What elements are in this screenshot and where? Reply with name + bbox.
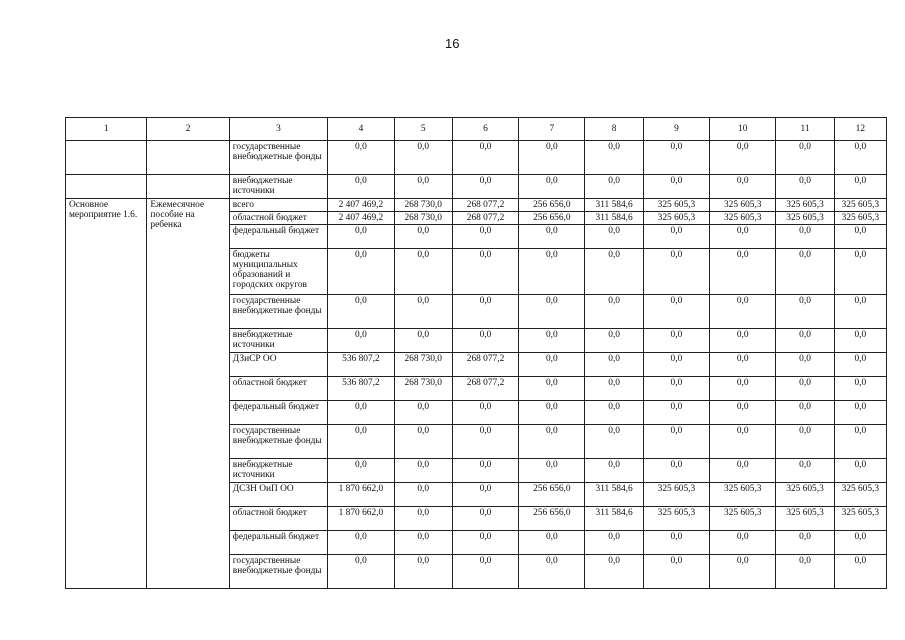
value-cell: 0,0 [776,249,834,295]
value-cell: 325 605,3 [776,212,834,225]
value-cell: 0,0 [452,425,518,459]
value-cell: 0,0 [710,377,776,401]
funding-source: всего [229,199,327,212]
measure-description: Ежемесячное пособие на ребенка [147,199,229,589]
value-cell: 0,0 [328,141,394,175]
value-cell: 268 077,2 [452,199,518,212]
value-cell: 0,0 [394,425,452,459]
value-cell: 256 656,0 [519,212,585,225]
table-row [66,175,887,199]
value-cell: 0,0 [643,459,709,483]
value-cell: 0,0 [710,531,776,555]
value-cell: 536 807,2 [328,377,394,401]
value-cell: 325 605,3 [834,199,886,212]
value-cell: 0,0 [710,425,776,459]
value-cell: 325 605,3 [834,507,886,531]
value-cell: 0,0 [776,225,834,249]
value-cell: 0,0 [519,353,585,377]
value-cell: 0,0 [394,225,452,249]
value-cell: 0,0 [519,425,585,459]
value-cell: 0,0 [585,531,643,555]
value-cell: 0,0 [585,459,643,483]
column-header: 10 [710,118,776,141]
value-cell: 0,0 [776,353,834,377]
funding-source: ДЗиСР ОО [229,353,327,377]
funding-source: федеральный бюджет [229,225,327,249]
value-cell: 0,0 [519,175,585,199]
value-cell: 0,0 [776,459,834,483]
value-cell: 268 077,2 [452,353,518,377]
value-cell: 0,0 [519,459,585,483]
value-cell: 536 807,2 [328,353,394,377]
column-header: 4 [328,118,394,141]
value-cell: 0,0 [328,401,394,425]
value-cell: 0,0 [452,507,518,531]
funding-source: областной бюджет [229,377,327,401]
value-cell: 0,0 [834,555,886,589]
value-cell: 0,0 [452,483,518,507]
column-header: 7 [519,118,585,141]
value-cell: 0,0 [834,175,886,199]
funding-source: областной бюджет [229,212,327,225]
value-cell: 0,0 [585,425,643,459]
value-cell: 0,0 [519,295,585,329]
value-cell: 0,0 [394,249,452,295]
value-cell: 0,0 [643,141,709,175]
value-cell: 0,0 [834,531,886,555]
description-cell-empty [147,141,229,175]
value-cell: 0,0 [710,329,776,353]
value-cell: 1 870 662,0 [328,483,394,507]
value-cell: 0,0 [643,555,709,589]
value-cell: 325 605,3 [776,483,834,507]
column-header: 8 [585,118,643,141]
column-header: 9 [643,118,709,141]
value-cell: 0,0 [710,249,776,295]
column-header: 2 [147,118,229,141]
value-cell: 0,0 [328,175,394,199]
funding-source: государственные внебюджетные фонды [229,295,327,329]
value-cell: 0,0 [643,401,709,425]
value-cell: 268 730,0 [394,199,452,212]
value-cell: 0,0 [394,329,452,353]
value-cell: 0,0 [394,141,452,175]
value-cell: 0,0 [776,425,834,459]
value-cell: 0,0 [643,377,709,401]
value-cell: 0,0 [452,401,518,425]
funding-source: ДСЗН ОиП ОО [229,483,327,507]
column-header: 1 [66,118,147,141]
value-cell: 0,0 [776,329,834,353]
value-cell: 0,0 [834,353,886,377]
value-cell: 0,0 [643,531,709,555]
value-cell: 0,0 [452,459,518,483]
value-cell: 0,0 [585,225,643,249]
funding-source: государственные внебюджетные фонды [229,425,327,459]
value-cell: 0,0 [519,141,585,175]
value-cell: 0,0 [710,401,776,425]
value-cell: 325 605,3 [710,212,776,225]
value-cell: 1 870 662,0 [328,507,394,531]
value-cell: 268 077,2 [452,377,518,401]
value-cell: 0,0 [710,353,776,377]
value-cell: 0,0 [643,425,709,459]
value-cell: 325 605,3 [710,199,776,212]
value-cell: 0,0 [328,295,394,329]
value-cell: 0,0 [643,353,709,377]
value-cell: 0,0 [776,141,834,175]
value-cell: 268 077,2 [452,212,518,225]
value-cell: 0,0 [519,401,585,425]
value-cell: 0,0 [834,401,886,425]
value-cell: 0,0 [452,249,518,295]
value-cell: 0,0 [585,401,643,425]
value-cell: 0,0 [643,295,709,329]
value-cell: 0,0 [328,249,394,295]
value-cell: 268 730,0 [394,353,452,377]
value-cell: 0,0 [328,329,394,353]
value-cell: 0,0 [834,377,886,401]
value-cell: 0,0 [585,141,643,175]
value-cell: 0,0 [776,175,834,199]
value-cell: 0,0 [394,507,452,531]
value-cell: 0,0 [452,531,518,555]
value-cell: 0,0 [328,459,394,483]
value-cell: 0,0 [394,295,452,329]
value-cell: 325 605,3 [643,199,709,212]
value-cell: 0,0 [834,249,886,295]
funding-source: внебюджетные источники [229,175,327,199]
table-row [66,199,887,212]
page-number: 16 [445,36,460,51]
value-cell: 311 584,6 [585,212,643,225]
value-cell: 311 584,6 [585,507,643,531]
value-cell: 0,0 [394,483,452,507]
value-cell: 0,0 [710,459,776,483]
value-cell: 0,0 [394,175,452,199]
value-cell: 325 605,3 [643,483,709,507]
value-cell: 0,0 [519,329,585,353]
budget-table [65,117,887,589]
column-header: 6 [452,118,518,141]
funding-source: государственные внебюджетные фонды [229,141,327,175]
value-cell: 256 656,0 [519,199,585,212]
value-cell: 0,0 [585,329,643,353]
value-cell: 0,0 [452,295,518,329]
funding-source: бюджеты муниципальных образований и городских округов [229,249,327,295]
value-cell: 0,0 [519,555,585,589]
column-header: 11 [776,118,834,141]
measure-cell-empty [66,141,147,175]
value-cell: 0,0 [776,531,834,555]
funding-source: государственные внебюджетные фонды [229,555,327,589]
value-cell: 0,0 [710,175,776,199]
value-cell: 268 730,0 [394,212,452,225]
measure-name: Основное мероприятие 1.6. [66,199,147,589]
value-cell: 325 605,3 [834,483,886,507]
value-cell: 0,0 [585,353,643,377]
value-cell: 325 605,3 [643,212,709,225]
value-cell: 0,0 [643,329,709,353]
value-cell: 0,0 [519,531,585,555]
value-cell: 0,0 [519,377,585,401]
value-cell: 325 605,3 [710,483,776,507]
value-cell: 311 584,6 [585,483,643,507]
value-cell: 2 407 469,2 [328,212,394,225]
value-cell: 0,0 [452,225,518,249]
funding-source: внебюджетные источники [229,459,327,483]
funding-source: федеральный бюджет [229,401,327,425]
table-row [66,141,887,175]
value-cell: 268 730,0 [394,377,452,401]
column-header: 12 [834,118,886,141]
value-cell: 0,0 [834,141,886,175]
value-cell: 0,0 [585,555,643,589]
value-cell: 0,0 [519,249,585,295]
value-cell: 325 605,3 [643,507,709,531]
value-cell: 0,0 [643,249,709,295]
value-cell: 0,0 [710,225,776,249]
value-cell: 0,0 [834,225,886,249]
value-cell: 311 584,6 [585,199,643,212]
funding-source: федеральный бюджет [229,531,327,555]
value-cell: 0,0 [519,225,585,249]
value-cell: 0,0 [834,295,886,329]
value-cell: 0,0 [710,295,776,329]
value-cell: 0,0 [452,555,518,589]
value-cell: 0,0 [328,531,394,555]
value-cell: 0,0 [452,141,518,175]
value-cell: 325 605,3 [776,199,834,212]
value-cell: 0,0 [776,377,834,401]
value-cell: 325 605,3 [710,507,776,531]
value-cell: 0,0 [394,531,452,555]
value-cell: 325 605,3 [834,212,886,225]
value-cell: 0,0 [710,141,776,175]
value-cell: 0,0 [585,175,643,199]
value-cell: 0,0 [776,295,834,329]
value-cell: 0,0 [643,225,709,249]
funding-source: областной бюджет [229,507,327,531]
value-cell: 0,0 [834,329,886,353]
funding-source: внебюджетные источники [229,329,327,353]
column-number-row [66,118,887,141]
value-cell: 0,0 [328,225,394,249]
value-cell: 0,0 [585,295,643,329]
value-cell: 0,0 [834,459,886,483]
value-cell: 0,0 [452,329,518,353]
column-header: 5 [394,118,452,141]
value-cell: 325 605,3 [776,507,834,531]
value-cell: 0,0 [643,175,709,199]
value-cell: 0,0 [394,555,452,589]
description-cell-empty [147,175,229,199]
column-header: 3 [229,118,327,141]
value-cell: 0,0 [776,401,834,425]
table-body [66,141,887,589]
value-cell: 0,0 [328,555,394,589]
value-cell: 0,0 [328,425,394,459]
value-cell: 0,0 [452,175,518,199]
value-cell: 0,0 [834,425,886,459]
value-cell: 0,0 [394,401,452,425]
value-cell: 0,0 [776,555,834,589]
value-cell: 256 656,0 [519,507,585,531]
value-cell: 0,0 [710,555,776,589]
value-cell: 0,0 [585,249,643,295]
measure-cell-empty [66,175,147,199]
value-cell: 0,0 [394,459,452,483]
value-cell: 0,0 [585,377,643,401]
value-cell: 256 656,0 [519,483,585,507]
value-cell: 2 407 469,2 [328,199,394,212]
